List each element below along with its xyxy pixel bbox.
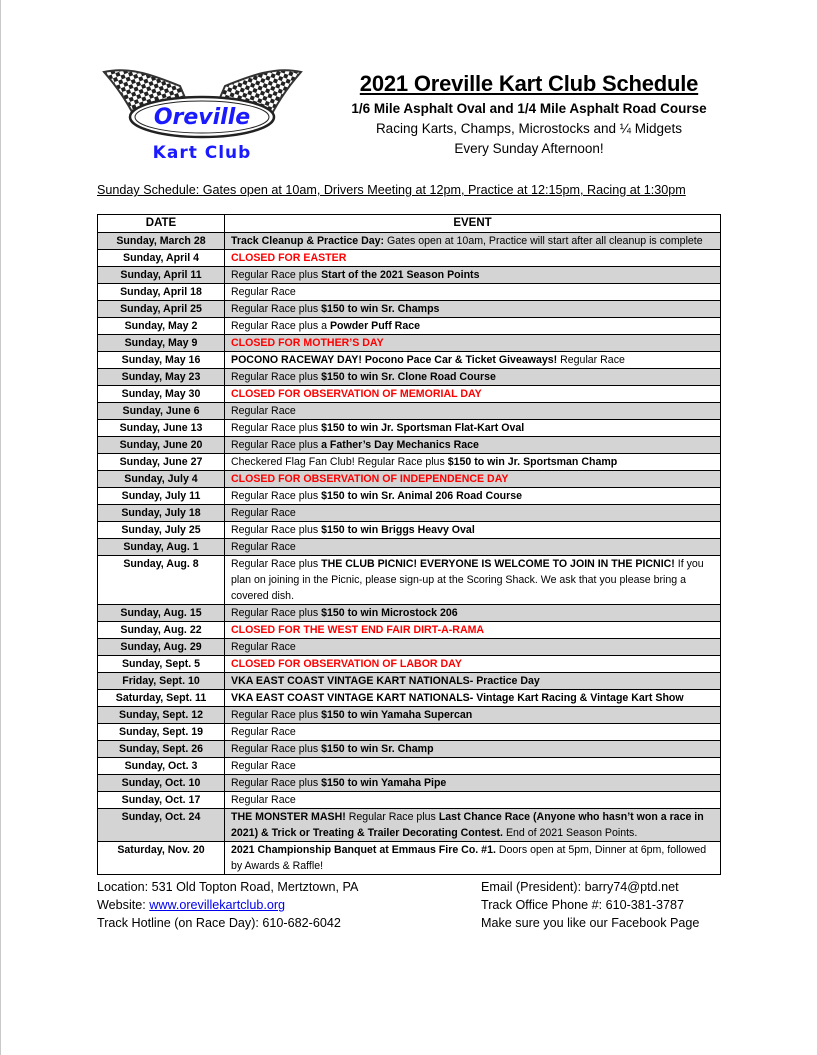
footer-right xyxy=(481,878,699,932)
event-highlight: 2021 Championship Banquet at Emmaus Fire Co. #1. xyxy=(231,844,496,856)
event-text: Regular Race plus xyxy=(231,269,322,281)
footer-left xyxy=(97,878,358,932)
event-text: Gates open at 10am, Practice will start after all cleanup is complete xyxy=(384,235,703,247)
event-date: Sunday, Oct. 24 xyxy=(98,809,225,842)
event-text: Regular Race xyxy=(231,760,296,772)
when-line: Every Sunday Afternoon! xyxy=(454,141,604,156)
event-description xyxy=(225,556,721,605)
table-row xyxy=(98,622,721,639)
event-date: Sunday, May 23 xyxy=(98,369,225,386)
event-date: Sunday, Sept. 5 xyxy=(98,656,225,673)
event-text: Regular Race xyxy=(231,405,296,417)
event-text: Regular Race plus xyxy=(345,811,439,823)
event-date: Sunday, May 30 xyxy=(98,386,225,403)
table-row xyxy=(98,420,721,437)
event-date: Sunday, June 27 xyxy=(98,454,225,471)
table-row xyxy=(98,792,721,809)
event-description xyxy=(225,454,721,471)
event-highlight: $150 to win Sr. Champs xyxy=(321,303,440,315)
event-description xyxy=(225,656,721,673)
table-row xyxy=(98,724,721,741)
event-text: Regular Race xyxy=(231,286,296,298)
page-title: 2021 Oreville Kart Club Schedule xyxy=(359,71,699,96)
event-date: Sunday, May 9 xyxy=(98,335,225,352)
event-text: Regular Race xyxy=(231,541,296,553)
event-date: Sunday, Sept. 26 xyxy=(98,741,225,758)
logo-text-kart-club: Kart Club xyxy=(152,143,252,163)
event-text: Regular Race plus xyxy=(231,558,322,570)
event-date: Sunday, Oct. 10 xyxy=(98,775,225,792)
schedule-table xyxy=(97,214,721,875)
email-text: Email (President): barry74@ptd.net xyxy=(481,880,679,894)
event-description xyxy=(225,488,721,505)
table-row xyxy=(98,335,721,352)
event-highlight: THE CLUB PICNIC! EVERYONE IS WELCOME TO JOIN IN THE PICNIC! xyxy=(321,558,675,570)
event-date: Sunday, April 18 xyxy=(98,284,225,301)
header xyxy=(320,70,738,159)
event-text: Regular Race plus xyxy=(231,524,322,536)
event-text: Regular Race xyxy=(557,354,625,366)
event-date: Sunday, Aug. 22 xyxy=(98,622,225,639)
event-highlight: $150 to win Yamaha Pipe xyxy=(321,777,447,789)
event-date: Sunday, Aug. 8 xyxy=(98,556,225,605)
table-row xyxy=(98,454,721,471)
event-highlight: $150 to win Briggs Heavy Oval xyxy=(321,524,475,536)
event-text: Regular Race xyxy=(231,641,296,653)
table-row xyxy=(98,505,721,522)
table-header-row xyxy=(98,215,721,233)
column-header-event: EVENT xyxy=(225,215,721,233)
page-edge xyxy=(0,0,1,1055)
event-date: Sunday, April 4 xyxy=(98,250,225,267)
event-highlight: a Father’s Day Mechanics Race xyxy=(321,439,479,451)
event-highlight: $150 to win Jr. Sportsman Flat-Kart Oval xyxy=(321,422,525,434)
event-text: If you plan on joining in the Picnic, please sign-up at the Scoring Shack. We ask that you please bring a covered dish. xyxy=(231,558,704,602)
event-text: Regular Race plus xyxy=(231,777,322,789)
table-row xyxy=(98,741,721,758)
event-text: Regular Race plus a xyxy=(231,320,330,332)
event-text: Checkered Flag Fan Club! Regular Race plus xyxy=(231,456,448,468)
event-description xyxy=(225,792,721,809)
website-label: Website: xyxy=(97,898,150,912)
event-text: Regular Race plus xyxy=(231,709,322,721)
event-text: Regular Race plus xyxy=(231,743,322,755)
event-text: Regular Race xyxy=(231,794,296,806)
event-date: Sunday, Aug. 1 xyxy=(98,539,225,556)
closed-notice: CLOSED FOR MOTHER’S DAY xyxy=(231,337,384,349)
event-date: Sunday, Oct. 17 xyxy=(98,792,225,809)
closed-notice: CLOSED FOR THE WEST END FAIR DIRT-A-RAMA xyxy=(231,624,485,636)
event-description xyxy=(225,369,721,386)
sunday-schedule-note: Sunday Schedule: Gates open at 10am, Drivers Meeting at 12pm, Practice at 12:15pm, Racing at 1:30pm xyxy=(97,183,686,197)
event-text: Regular Race plus xyxy=(231,303,322,315)
table-row xyxy=(98,318,721,335)
event-description xyxy=(225,842,721,875)
event-description xyxy=(225,758,721,775)
event-date: Sunday, July 18 xyxy=(98,505,225,522)
event-text: Doors open at 5pm, Dinner at 6pm, followed by Awards & Raffle! xyxy=(231,844,707,872)
event-highlight: VKA EAST COAST VINTAGE KART NATIONALS- Vintage Kart Racing & Vintage Kart Show xyxy=(231,692,684,704)
table-row xyxy=(98,673,721,690)
event-date: Saturday, Nov. 20 xyxy=(98,842,225,875)
event-date: Sunday, Aug. 29 xyxy=(98,639,225,656)
event-highlight: $150 to win Microstock 206 xyxy=(321,607,458,619)
event-date: Sunday, Aug. 15 xyxy=(98,605,225,622)
event-description xyxy=(225,420,721,437)
event-date: Sunday, Oct. 3 xyxy=(98,758,225,775)
event-description xyxy=(225,775,721,792)
table-row xyxy=(98,488,721,505)
event-description xyxy=(225,267,721,284)
table-row xyxy=(98,522,721,539)
closed-notice: CLOSED FOR OBSERVATION OF MEMORIAL DAY xyxy=(231,388,482,400)
event-description xyxy=(225,335,721,352)
table-row xyxy=(98,809,721,842)
table-row xyxy=(98,284,721,301)
event-description xyxy=(225,639,721,656)
logo-text-oreville: Oreville xyxy=(153,105,251,130)
event-date: Sunday, March 28 xyxy=(98,233,225,250)
table-row xyxy=(98,656,721,673)
classes-line: Racing Karts, Champs, Microstocks and ¼ Midgets xyxy=(375,121,683,136)
event-text: Regular Race xyxy=(231,726,296,738)
event-text: Regular Race plus xyxy=(231,607,322,619)
event-description xyxy=(225,250,721,267)
event-date: Sunday, July 25 xyxy=(98,522,225,539)
table-row xyxy=(98,556,721,605)
column-header-date: DATE xyxy=(98,215,225,233)
event-description xyxy=(225,809,721,842)
event-description xyxy=(225,403,721,420)
facebook-text: Make sure you like our Facebook Page xyxy=(481,916,700,930)
event-date: Sunday, Sept. 12 xyxy=(98,707,225,724)
event-highlight: POCONO RACEWAY DAY! Pocono Pace Car & Ticket Giveaways! xyxy=(231,354,558,366)
event-description xyxy=(225,301,721,318)
table-row xyxy=(98,605,721,622)
event-highlight: THE MONSTER MASH! xyxy=(231,811,346,823)
event-text: Regular Race plus xyxy=(231,439,322,451)
event-description xyxy=(225,522,721,539)
table-row xyxy=(98,369,721,386)
event-highlight: VKA EAST COAST VINTAGE KART NATIONALS- Practice Day xyxy=(231,675,540,687)
hotline-text: Track Hotline (on Race Day): 610-682-6042 xyxy=(97,916,341,930)
event-date: Sunday, June 13 xyxy=(98,420,225,437)
club-logo xyxy=(100,66,305,164)
event-date: Sunday, June 20 xyxy=(98,437,225,454)
closed-notice: CLOSED FOR OBSERVATION OF LABOR DAY xyxy=(231,658,462,670)
event-highlight: Start of the 2021 Season Points xyxy=(321,269,480,281)
table-row xyxy=(98,707,721,724)
event-text: End of 2021 Season Points. xyxy=(503,827,638,839)
event-date: Saturday, Sept. 11 xyxy=(98,690,225,707)
event-date: Sunday, Sept. 19 xyxy=(98,724,225,741)
event-date: Sunday, July 4 xyxy=(98,471,225,488)
event-description xyxy=(225,471,721,488)
event-highlight: $150 to win Sr. Animal 206 Road Course xyxy=(321,490,523,502)
event-description xyxy=(225,741,721,758)
event-date: Sunday, July 11 xyxy=(98,488,225,505)
event-highlight: Track Cleanup & Practice Day: xyxy=(231,235,385,247)
location-text: Location: 531 Old Topton Road, Mertztown, PA xyxy=(97,880,359,894)
event-description xyxy=(225,605,721,622)
event-description xyxy=(225,284,721,301)
table-row xyxy=(98,233,721,250)
event-highlight: $150 to win Sr. Champ xyxy=(321,743,434,755)
event-highlight: Powder Puff Race xyxy=(329,320,421,332)
website-link[interactable]: www.orevillekartclub.org xyxy=(149,898,286,912)
event-highlight: $150 to win Jr. Sportsman Champ xyxy=(447,456,618,468)
event-description xyxy=(225,352,721,369)
event-date: Friday, Sept. 10 xyxy=(98,673,225,690)
table-row xyxy=(98,250,721,267)
event-date: Sunday, June 6 xyxy=(98,403,225,420)
event-description xyxy=(225,233,721,250)
closed-notice: CLOSED FOR OBSERVATION OF INDEPENDENCE DAY xyxy=(231,473,509,485)
event-description xyxy=(225,505,721,522)
event-date: Sunday, April 25 xyxy=(98,301,225,318)
event-date: Sunday, May 2 xyxy=(98,318,225,335)
event-text: Regular Race plus xyxy=(231,371,322,383)
table-row xyxy=(98,775,721,792)
table-row xyxy=(98,437,721,454)
event-description xyxy=(225,690,721,707)
event-text: Regular Race xyxy=(231,507,296,519)
table-row xyxy=(98,386,721,403)
table-row xyxy=(98,267,721,284)
event-description xyxy=(225,539,721,556)
event-description xyxy=(225,724,721,741)
event-text: Regular Race plus xyxy=(231,422,322,434)
table-row xyxy=(98,639,721,656)
table-row xyxy=(98,301,721,318)
event-date: Sunday, April 11 xyxy=(98,267,225,284)
event-description xyxy=(225,622,721,639)
event-date: Sunday, May 16 xyxy=(98,352,225,369)
event-description xyxy=(225,318,721,335)
event-highlight: $150 to win Yamaha Supercan xyxy=(321,709,473,721)
table-row xyxy=(98,539,721,556)
office-phone-text: Track Office Phone #: 610-381-3787 xyxy=(481,898,685,912)
event-description xyxy=(225,707,721,724)
event-text: Regular Race plus xyxy=(231,490,322,502)
closed-notice: CLOSED FOR EASTER xyxy=(231,252,347,264)
schedule-rows xyxy=(98,233,721,875)
table-row xyxy=(98,842,721,875)
event-highlight: Last Chance Race (Anyone who hasn’t won a race in 2021) & Trick or Treating & Trailer Decorating Contest. xyxy=(231,811,704,839)
website-line xyxy=(97,896,358,914)
table-row xyxy=(98,471,721,488)
event-description xyxy=(225,437,721,454)
table-row xyxy=(98,352,721,369)
event-highlight: $150 to win Sr. Clone Road Course xyxy=(321,371,496,383)
table-row xyxy=(98,690,721,707)
event-description xyxy=(225,673,721,690)
table-row xyxy=(98,403,721,420)
event-description xyxy=(225,386,721,403)
table-row xyxy=(98,758,721,775)
track-subtitle: 1/6 Mile Asphalt Oval and 1/4 Mile Asphalt Road Course xyxy=(351,101,707,116)
